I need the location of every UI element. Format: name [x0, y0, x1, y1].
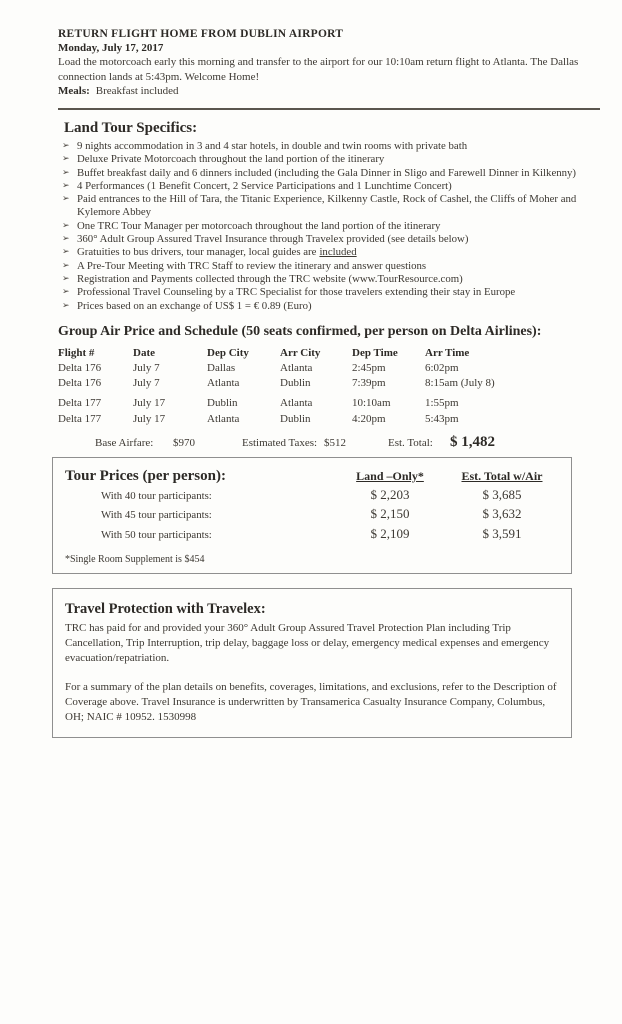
day-date: Monday, July 17, 2017 [58, 42, 164, 54]
taxes-value: $512 [324, 436, 346, 449]
bullet-text: Paid entrances to the Hill of Tara, the Titanic Experience, Kilkenny Castle, Rock of Cashel, the Cliffs of Moher and Kylemore Abbey [77, 193, 577, 219]
table-row [65, 505, 559, 525]
list-item [58, 220, 600, 233]
participants-label: With 50 tour participants: [101, 528, 212, 541]
list-item [58, 167, 600, 180]
bullet-text: 4 Performances (1 Benefit Concert, 2 Service Participations and 1 Lunchtime Concert) [77, 179, 452, 192]
dep-city: Dublin [207, 397, 238, 410]
bullet-text: 9 nights accommodation in 3 and 4 star hotels, in double and twin rooms with private bath [77, 140, 468, 152]
arr-city: Atlanta [280, 397, 313, 410]
dep-city: Atlanta [207, 412, 240, 425]
flight-number: Delta 176 [58, 362, 102, 375]
flight-table-header [58, 346, 600, 361]
arrow-bullet-icon: ➢ [62, 167, 70, 178]
table-row [58, 361, 600, 376]
col-land-only: Land –Only* [356, 468, 424, 483]
table-row [58, 396, 600, 411]
dep-time: 2:45pm [352, 362, 386, 375]
table-row [58, 412, 600, 427]
arr-time: 6:02pm [425, 362, 459, 375]
list-item [58, 273, 600, 286]
col-date: Date [133, 346, 155, 359]
list-item [58, 140, 600, 153]
col-arr-city: Arr City [280, 346, 321, 359]
arrow-bullet-icon: ➢ [62, 260, 70, 271]
meals-line [58, 84, 600, 98]
total-with-air-price: $ 3,591 [482, 525, 522, 541]
bullet-text: One TRC Tour Manager per motorcoach throughout the land portion of the itinerary [77, 219, 441, 232]
list-item [58, 153, 600, 166]
list-item [58, 300, 600, 313]
flight-date: July 17 [133, 412, 166, 425]
land-tour-bullet-list [58, 140, 600, 313]
col-dep-time: Dep Time [352, 346, 398, 359]
arr-time: 8:15am (July 8) [425, 377, 495, 390]
table-row [65, 525, 559, 545]
air-schedule-section [58, 323, 600, 452]
bullet-text: Registration and Payments collected through the TRC website (www.TourResource.com) [77, 272, 463, 285]
base-airfare-value: $970 [173, 436, 195, 449]
travel-protection-box [52, 588, 572, 738]
table-row [65, 486, 559, 506]
land-only-price: $ 2,203 [370, 486, 410, 502]
flight-table [58, 346, 600, 427]
arrow-bullet-icon: ➢ [62, 247, 70, 258]
dep-time: 10:10am [352, 397, 391, 410]
arr-time: 1:55pm [425, 397, 459, 410]
col-est-total: Est. Total w/Air [461, 468, 543, 483]
dep-city: Atlanta [207, 377, 240, 390]
day-title: RETURN FLIGHT HOME FROM DUBLIN AIRPORT [58, 28, 344, 40]
bullet-text-prefix: Gratuities to bus drivers, tour manager, local guides are [77, 246, 317, 259]
underlined-word: included [319, 246, 357, 259]
list-item [58, 193, 600, 220]
flight-number: Delta 177 [58, 397, 102, 410]
bullet-text: Professional Travel Counseling by a TRC Specialist for those travelers extending their stay in Europe [77, 286, 516, 299]
travel-protection-paragraph-2: For a summary of the plan details on benefits, coverages, limitations, and exclusions, refer to the Description of Coverage above. Travel Insurance is underwritten by Transamerica Casualty Insurance Company, Columbus, OH; NAIC # 10952. 1530998 [65, 681, 557, 724]
meals-value: Breakfast included [95, 85, 179, 97]
arrow-bullet-icon: ➢ [62, 273, 70, 284]
total-with-air-price: $ 3,632 [482, 506, 522, 522]
flight-date: July 7 [133, 362, 160, 375]
arrow-bullet-icon: ➢ [62, 234, 70, 245]
meals-label: Meals: [58, 85, 90, 97]
flight-date: July 7 [133, 377, 160, 390]
table-row [58, 376, 600, 391]
arr-city: Dublin [280, 412, 311, 425]
col-dep-city: Dep City [207, 346, 249, 359]
bullet-text: 360° Adult Group Assured Travel Insurance through Travelex provided (see details below) [77, 233, 469, 246]
participants-label: With 45 tour participants: [101, 509, 212, 522]
base-airfare-label: Base Airfare: [95, 436, 154, 449]
arrow-bullet-icon: ➢ [62, 154, 70, 165]
est-total-value: $ 1,482 [450, 433, 495, 450]
airfare-summary [58, 433, 600, 452]
list-item [58, 246, 600, 259]
tour-prices-box [52, 457, 572, 575]
bullet-text: Buffet breakfast daily and 6 dinners included (including the Gala Dinner in Sligo and Farewell Dinner in Kilkenny) [77, 166, 577, 179]
participants-label: With 40 tour participants: [101, 489, 212, 502]
travel-protection-paragraph-1: TRC has paid for and provided your 360° Adult Group Assured Travel Protection Plan including Trip Cancellation, Trip Interruption, trip delay, baggage loss or delay, emergency medical expenses and emergency evacuation/repatriation. [65, 622, 550, 665]
list-item [58, 233, 600, 246]
arrow-bullet-icon: ➢ [62, 287, 70, 298]
list-item [58, 180, 600, 193]
est-total-label: Est. Total: [388, 436, 433, 449]
travel-protection-heading: Travel Protection with Travelex: [65, 601, 266, 618]
bullet-text: Prices based on an exchange of US$ 1 = € 0.89 (Euro) [77, 299, 312, 312]
flight-number: Delta 177 [58, 412, 102, 425]
bullet-text: A Pre-Tour Meeting with TRC Staff to review the itinerary and answer questions [77, 259, 427, 272]
col-arr-time: Arr Time [425, 346, 470, 359]
dep-city: Dallas [207, 362, 236, 375]
land-tour-heading: Land Tour Specifics: [64, 120, 198, 136]
day-description: Load the motorcoach early this morning and transfer to the airport for our 10:10am return flight to Atlanta. The Dallas connection lands at 5:43pm. Welcome Home! [58, 56, 579, 83]
total-with-air-price: $ 3,685 [482, 486, 522, 502]
taxes-label: Estimated Taxes: [242, 436, 318, 449]
arrow-bullet-icon: ➢ [62, 180, 70, 191]
tour-prices-header-row [65, 467, 559, 486]
bullet-text [77, 246, 592, 259]
tour-prices-heading: Tour Prices (per person): [65, 467, 226, 484]
land-only-price: $ 2,150 [370, 506, 410, 522]
col-flight: Flight # [58, 346, 95, 359]
land-only-price: $ 2,109 [370, 525, 410, 541]
list-item [58, 260, 600, 273]
flight-date: July 17 [133, 397, 166, 410]
arrow-bullet-icon: ➢ [62, 220, 70, 231]
bullet-text: Deluxe Private Motorcoach throughout the land portion of the itinerary [77, 153, 385, 166]
dep-time: 4:20pm [352, 412, 386, 425]
arr-city: Dublin [280, 377, 311, 390]
single-room-footnote: *Single Room Supplement is $454 [65, 554, 205, 566]
section-divider [58, 108, 600, 110]
list-item [58, 286, 600, 299]
arrow-bullet-icon: ➢ [62, 141, 70, 151]
dep-time: 7:39pm [352, 377, 386, 390]
day-header [58, 27, 600, 98]
arrow-bullet-icon: ➢ [62, 300, 70, 311]
arr-city: Atlanta [280, 362, 313, 375]
air-schedule-heading: Group Air Price and Schedule (50 seats confirmed, per person on Delta Airlines): [58, 323, 542, 339]
arr-time: 5:43pm [425, 412, 459, 425]
land-tour-section [58, 119, 600, 313]
arrow-bullet-icon: ➢ [62, 194, 70, 205]
flight-number: Delta 176 [58, 377, 102, 390]
